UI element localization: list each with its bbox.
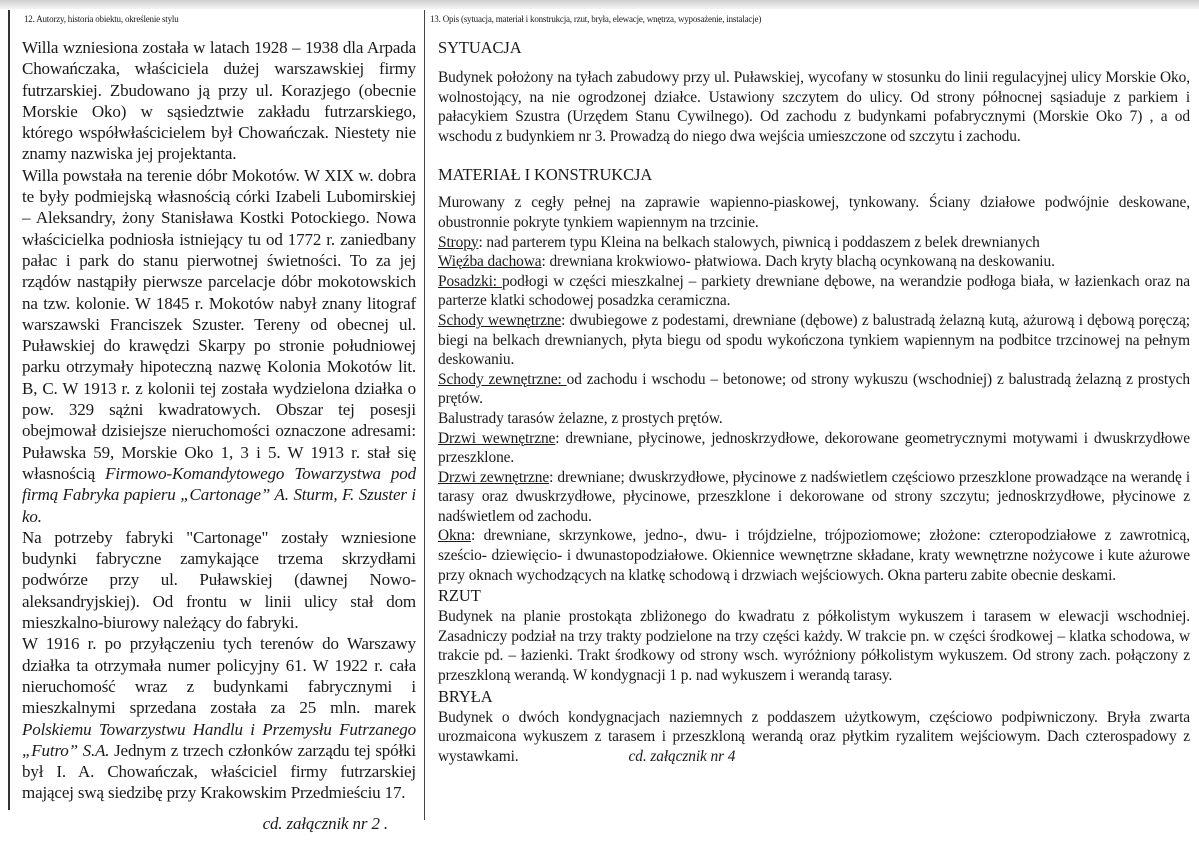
text: Budynek o dwóch kondygnacjach naziemnych z poddaszem użytkowym, częściowo podpiwniczony. Bryła zwarta urozmaicona wykuszem z tarasem i przeszkloną werandą oraz płytkim ryzalitem wejściowym. Dach czterospadowy z wystawkami.	[438, 708, 1190, 765]
material-intro: Murowany z cegły pełnej na zaprawie wapienno-piaskowej, tynkowany. Ściany działowe podwójnie deskowane, obustronnie pokryte tynkiem wapiennym na trzcinie.	[438, 194, 1190, 231]
history-paragraph: Na potrzeby fabryki "Cartonage" zostały wzniesione budynki fabryczne zamykające trzema skrzydłami podwórze przy ul. Puławskiej (dawnej Nowo-aleksandryjskiej). Od frontu w linii ulicy stał dom mieszkalno-biurowy należący do fabryki.	[22, 527, 416, 633]
item-label: Schody zewnętrzne:	[438, 370, 567, 388]
company-name: Firmowo-Komandytowego Towarzystwa pod firmą Fabryka papieru „Cartonage” A. Sturm, F. Szuster i ko.	[22, 463, 416, 526]
item-text: : dwubiegowe z podestami, drewniane (dębowe) z balustradą żelazną kutą, ażurową i dębową poręczą; biegi na belkach drewnianych, płyta biegu od spodu wykończona tynkiem wapiennym na podbitce trzcinowej na pełnym deskowaniu.	[438, 311, 1190, 369]
item-text: Balustrady tarasów żelazne, z prostych prętów.	[438, 409, 723, 427]
section-13-header: 13. Opis (sytuacja, materiał i konstrukcja, rzut, bryła, elewacje, wnętrza, wyposażenie, instalacje)	[430, 14, 762, 24]
item-label: Posadzki:	[438, 272, 502, 290]
text: Willa powstała na terenie dóbr Mokotów. W XIX w. dobra te były podmiejską własnością córki Izabeli Lubomirskiej – Aleksandry, żony Stanisława Kostki Potockiego. Nowa właścicielka podniosła istniejący tu od 1772 r. zaniedbany pałac i park do stanu pierwotnej świetności. To za jej rządów nastąpiły pierwsze parcelacje dóbr mokotowskich na tzw. kolonie. W 1845 r. Mokotów nabył znany litograf warszawski Franciszek Szuster. Tereny od obecnej ul. Puławskiej do krawędzi Skarpy po stronie południowej parku otrzymały hipoteczną nazwę Kolonia Mokotów lit. B, C. W 1913 r. z kolonii tej została wydzielona działka o pow. 329 sążni kwadratowych. Obszar tej posesji obejmował dzisiejsze nieruchomości oznaczone adresami: Puławska 59, Morskie Oko 1, 3 i 5. W 1913 r. stał się własnością	[22, 165, 416, 483]
construction-item	[438, 233, 1190, 253]
construction-item	[438, 409, 1190, 429]
heading-sytuacja: SYTUACJA	[438, 38, 522, 57]
history-paragraph: Willa wzniesiona została w latach 1928 – 1938 dla Arpada Chowańczaka, właściciela dużej warszawskiej firmy futrzarskiej. Zbudowano ją przy ul. Korazjego (obecnie Morskie Oko) w sąsiedztwie zakładu futrzarskiego, którego współwłaścicielem był Chowańczak. Niestety nie znamy nazwiska jej projektanta.	[22, 38, 416, 164]
history-column	[22, 37, 416, 834]
continuation-text: cd. załącznik nr 2 .	[262, 813, 388, 833]
continuation-note: cd. załącznik nr 4	[628, 747, 736, 765]
text: Jednym z trzech członków zarządu tej spółki był I. A. Chowańczak, właściciel firmy futrzarskiej mającej swą siedzibę przy Krakowskim Przedmieściu 17.	[22, 740, 416, 803]
construction-item	[438, 468, 1190, 527]
heading-rzut: RZUT	[438, 586, 481, 606]
heading-bryla: BRYŁA	[438, 686, 493, 706]
item-text: : drewniane; dwuskrzydłowe, płycinowe z nadświetlem częściowo przeszklone prowadzące na werandę i tarasy oraz dwuskrzydłowe, płycinowe, przeszklone i dekorowane od strony szczytu; jednoskrzydłowe, płycinowe z nadświetlem od zachodu.	[438, 468, 1190, 525]
item-label: Drzwi wewnętrzne	[438, 429, 556, 447]
history-paragraph	[22, 165, 416, 527]
item-text: od zachodu i wschodu – betonowe; od strony wykuszu (wschodniej) z balustradą żelazną z prostych prętów.	[438, 370, 1190, 408]
item-label: Okna	[438, 527, 471, 545]
item-label: Schody wewnętrzne	[438, 311, 562, 329]
bryla-text	[438, 708, 1190, 767]
construction-item	[438, 311, 1190, 370]
construction-item	[438, 272, 1190, 311]
heading-material: MATERIAŁ I KONSTRUKCJA	[438, 165, 653, 185]
construction-item	[438, 526, 1190, 585]
rzut-text: Budynek na planie prostokąta zbliżonego do kwadratu z półkolistym wykuszem i tarasem w elewacji wschodniej. Zasadniczy podział na trzy trakty podzielone na trzy części każdy. W trakcie pn. w części środkowej – klatka schodowa, w trakcie pd. – łazienki. Trakt środkowy od strony wsch. wyróżniony półkolistym wykuszem. Od strony zach. połączony z przeszkloną werandą. W kondygnacji 1 p. nad wykuszem i werandą tarasy.	[438, 608, 1190, 685]
construction-item	[438, 429, 1190, 468]
scan-edge	[0, 0, 1199, 9]
item-label: Więźba dachowa	[438, 253, 542, 271]
item-text: : drewniane, skrzynkowe, jedno-, dwu- i trójdzielne, trójpoziomowe; złożone: czteropodziałowe z zawrotnicą, sześcio- dziewięcio- i dwunastopodziałowe. Okiennice wewnętrzne składane, kraty wewnętrzne nożycowe i kute ażurowe przy oknach wychodzących na klatkę schodową i drzwiach wejściowych. Okna parteru zabite obecnie deskami.	[438, 527, 1190, 584]
construction-item	[438, 370, 1190, 409]
description-column	[438, 37, 1190, 766]
company-name: Polskiemu Towarzystwu Handlu i Przemysłu Futrzanego „Futro” S.A.	[22, 719, 416, 760]
item-text: : drewniane, płycinowe, jednoskrzydłowe, dekorowane geometrycznymi motywami i dwuskrzydłowe przeszklone.	[438, 429, 1190, 467]
history-paragraph	[22, 633, 416, 803]
continuation-note	[22, 813, 416, 834]
item-text: : drewniana krokwiowo- płatwiowa. Dach kryty blachą ocynkowaną na deskowaniu.	[541, 253, 1055, 271]
construction-items	[438, 233, 1190, 586]
text: W 1916 r. po przyłączeniu tych terenów do Warszawy działka ta otrzymała numer policyjny 61. W 1922 r. cała nieruchomość wraz z budynkami fabrycznymi i mieszkalnymi sprzedana została za 25 mln. marek	[22, 634, 416, 718]
item-label: Stropy	[438, 233, 479, 251]
item-text: podłogi w części mieszkalnej – parkiety drewniane dębowe, na werandzie podłoga biała, w łazienkach oraz na parterze klatki schodowej posadzka ceramiczna.	[438, 272, 1190, 310]
item-text: : nad parterem typu Kleina na belkach stalowych, piwnicą i poddaszem z belek drewnianych	[478, 233, 1040, 251]
sytuacja-text: Budynek położony na tyłach zabudowy przy ul. Puławskiej, wycofany w stosunku do linii regulacyjnej ulicy Morskie Oko, wolnostojący, na nie ogrodzonej działce. Ustawiony szczytem do ulicy. Od strony północnej sąsiaduje z parkiem i pałacykiem Szustra (Urzędem Stanu Cywilnego). Od zachodu z budynkami pofabrycznymi (Morskie Oko 7) , a od wschodu z budynkiem nr 3. Prowadzą do niego dwa wejścia umieszczone od szczytu i zachodu.	[438, 69, 1190, 145]
section-12-header: 12. Autorzy, historia obiektu, określenie stylu	[24, 14, 179, 24]
column-divider	[424, 10, 425, 820]
item-label: Drzwi zewnętrzne	[438, 468, 550, 486]
construction-item	[438, 252, 1190, 272]
